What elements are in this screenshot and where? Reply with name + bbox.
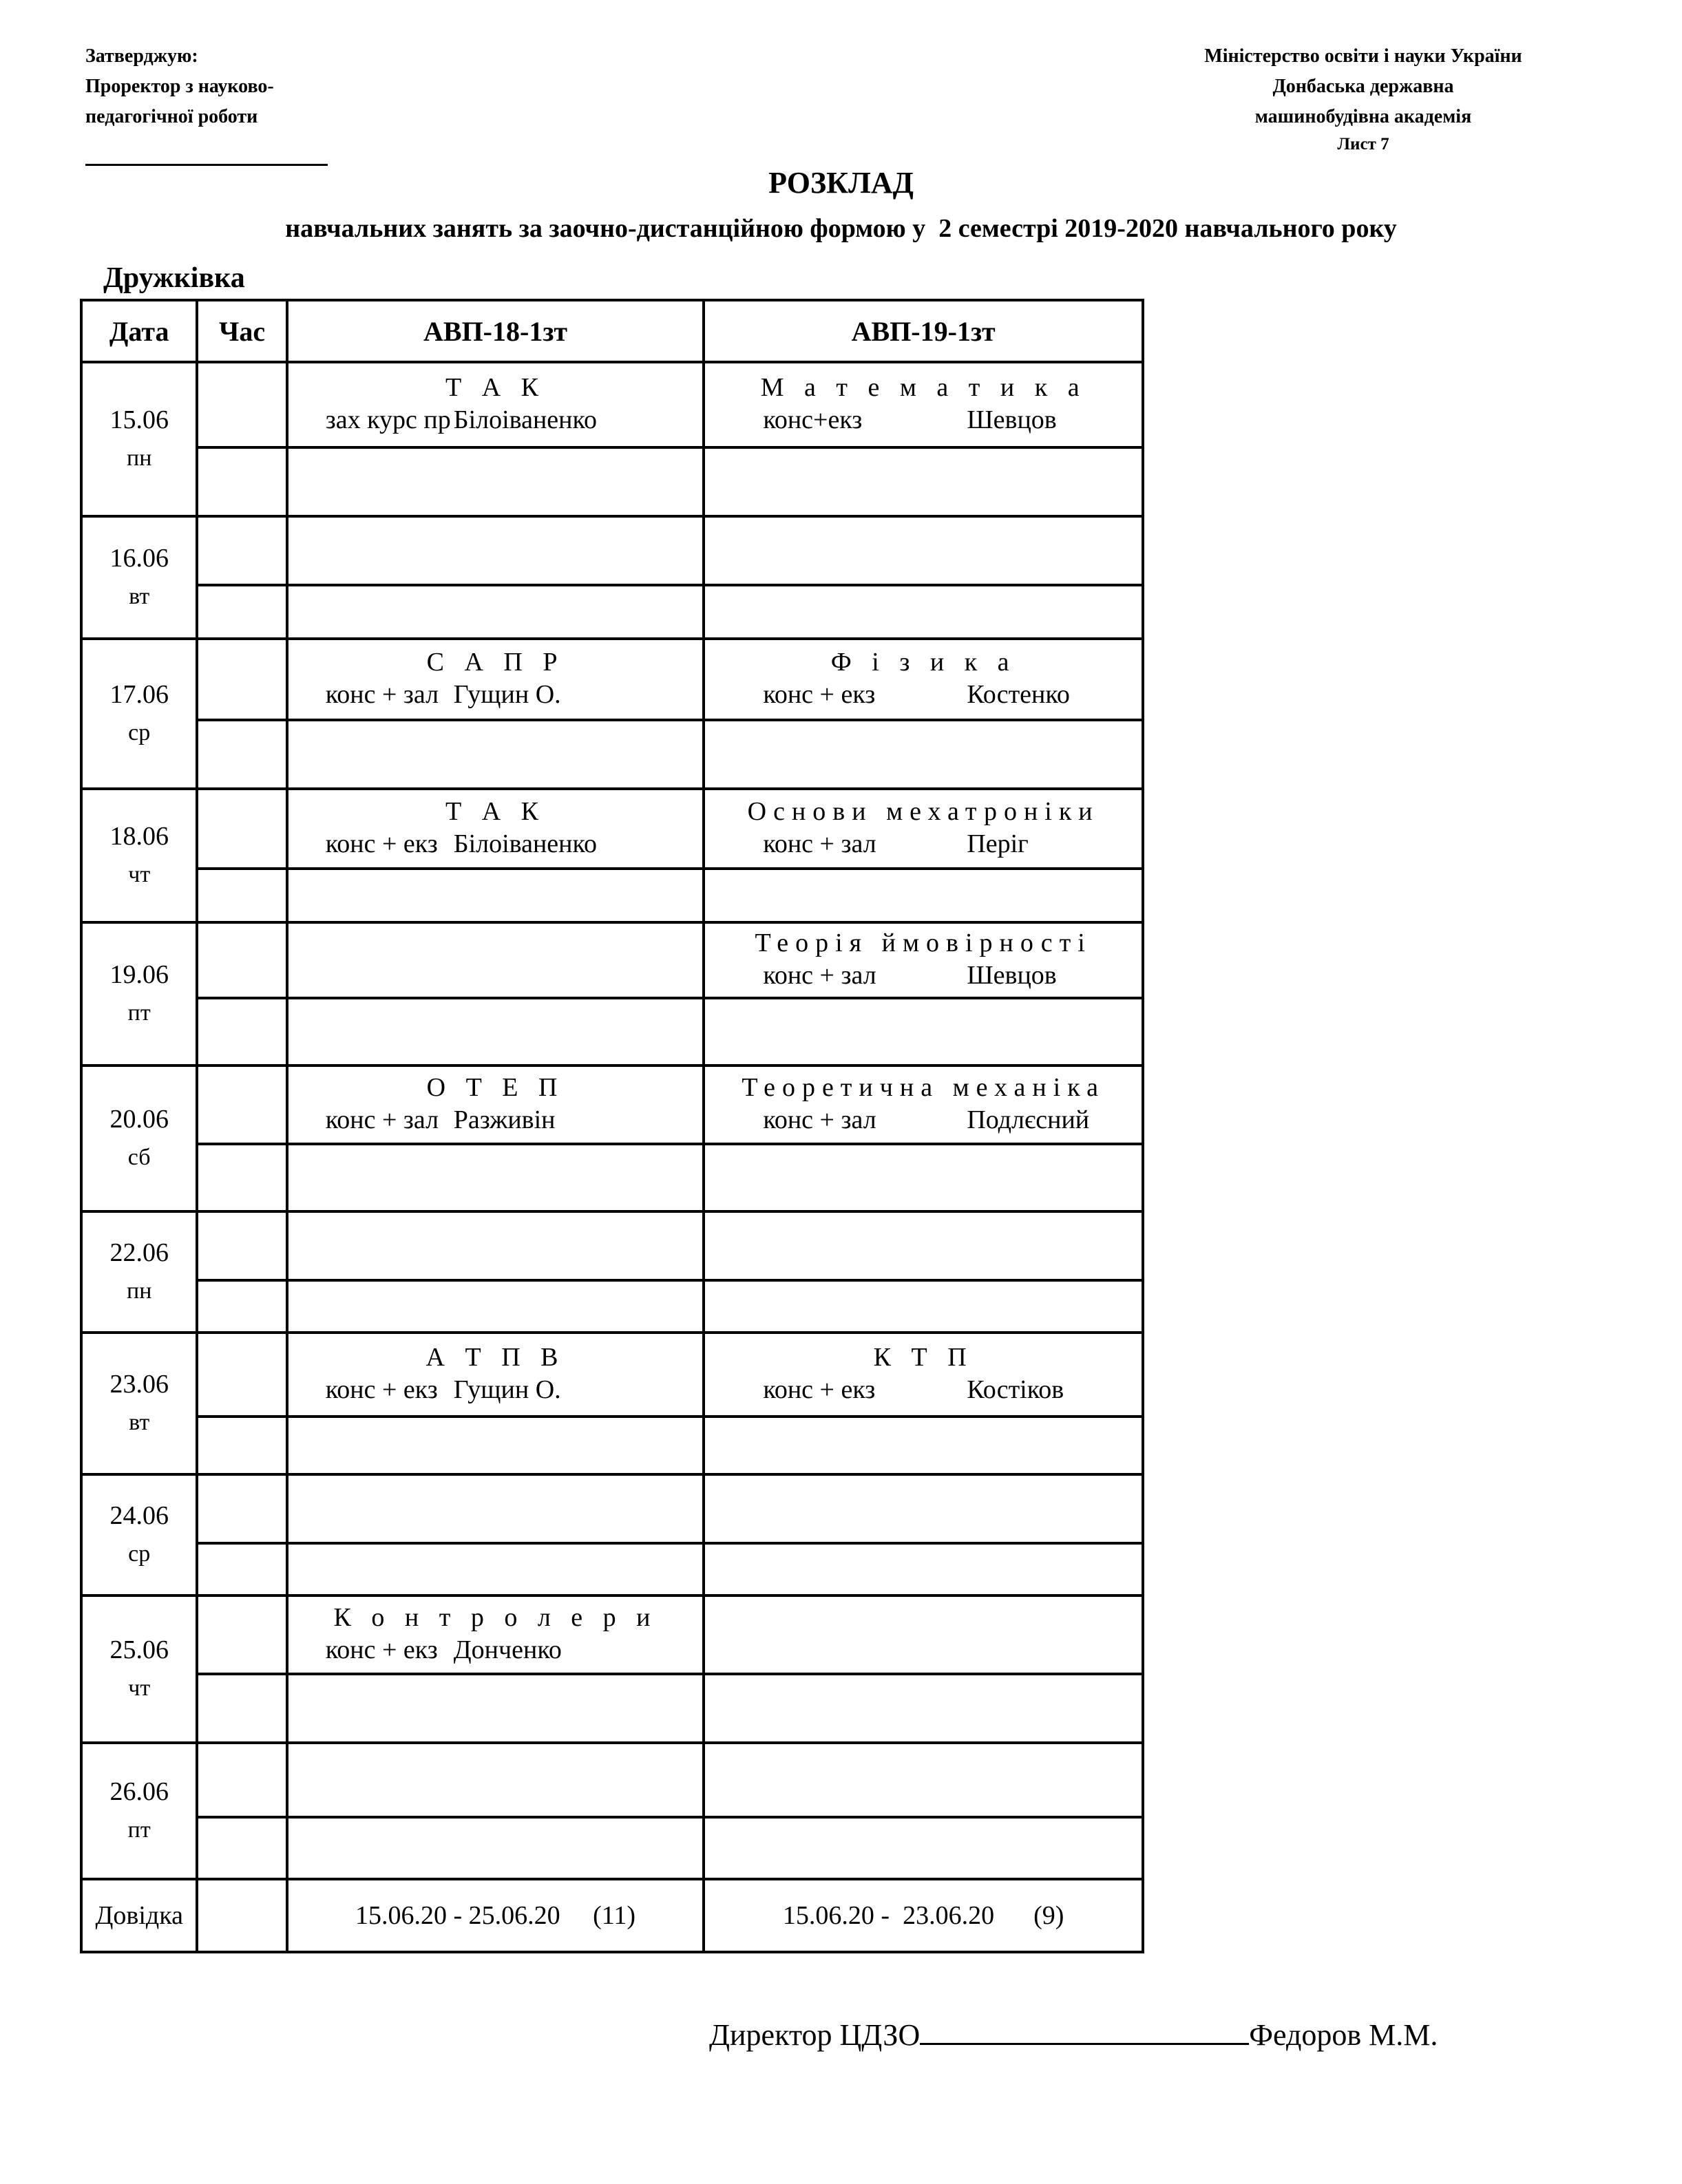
table-header-row (81, 300, 1143, 362)
header-group-1: АВП-18-1зт (287, 300, 704, 362)
lesson-cell-g2 (704, 1417, 1143, 1474)
lesson-type: зах курс пр (325, 405, 451, 434)
lesson-cell-g1 (287, 1817, 704, 1879)
lesson-cell-g1 (287, 998, 704, 1066)
table-row (81, 447, 1143, 516)
time-cell (197, 1543, 286, 1595)
teacher-name: Донченко (453, 1635, 562, 1664)
subject-name: Т А К (445, 797, 546, 826)
approve-line-1: Затверджую: (85, 45, 198, 67)
table-row (81, 1817, 1143, 1879)
lesson-details (705, 829, 1142, 863)
time-cell (197, 998, 286, 1066)
lesson-cell-g1 (287, 362, 704, 447)
date-value: 17.06 (109, 680, 169, 709)
date-value: 18.06 (109, 822, 169, 851)
teacher-name: Разживін (453, 1105, 556, 1134)
time-cell (197, 1817, 286, 1879)
lesson-cell-g1 (287, 1144, 704, 1211)
teacher-name: Костенко (967, 680, 1070, 709)
lesson-type: конс + екз (325, 1635, 438, 1664)
table-row (81, 1743, 1143, 1817)
lesson-type: конс + зал (325, 680, 439, 709)
header-date: Дата (81, 300, 197, 362)
sheet-number: Лист 7 (1337, 135, 1389, 153)
lesson-cell-g1 (287, 1543, 704, 1595)
lesson-cell-g1 (287, 447, 704, 516)
date-cell (81, 1211, 197, 1333)
teacher-name: Шевцов (967, 961, 1057, 990)
lesson-cell-g1 (287, 1417, 704, 1474)
lesson-cell-g2 (704, 1280, 1143, 1333)
teacher-name: Гущин О. (453, 680, 561, 709)
lesson-type: конс + зал (763, 961, 876, 990)
ministry-block (1102, 41, 1625, 132)
ministry-line-2: Донбаська державна (1272, 76, 1454, 97)
table-row (81, 362, 1143, 447)
weekday-value: сб (127, 1145, 151, 1170)
director-name: Федоров М.М. (1249, 2018, 1438, 2052)
table-row (81, 998, 1143, 1066)
ministry-line-3: машинобудівна академія (1254, 106, 1472, 127)
time-cell (197, 789, 286, 869)
lesson-cell-g2 (704, 447, 1143, 516)
subject-name: Теоретична механіка (742, 1073, 1105, 1102)
lesson-type: конс + екз (763, 680, 876, 709)
weekday-value: пт (127, 1817, 151, 1843)
lesson-cell-g1 (287, 720, 704, 789)
date-cell (81, 1066, 197, 1211)
date-value: 26.06 (109, 1777, 169, 1806)
lesson-type: конс + екз (763, 1375, 876, 1404)
city-label: Дружківка (103, 262, 245, 294)
director-signature (709, 2015, 1438, 2053)
approve-line-2: Проректор з науково- (85, 76, 274, 97)
table-row (81, 789, 1143, 869)
table-row (81, 1543, 1143, 1595)
table-row (81, 1211, 1143, 1280)
lesson-cell-g1 (287, 585, 704, 639)
approve-line-3: педагогічної роботи (85, 106, 258, 127)
time-cell (197, 1144, 286, 1211)
subject-name: Т А К (445, 373, 546, 402)
subject-name: О Т Е П (426, 1073, 565, 1102)
lesson-type: конс+екз (763, 405, 863, 434)
teacher-name: Білоіваненко (453, 405, 598, 434)
lesson-cell-g2 (704, 922, 1143, 998)
time-cell (197, 1474, 286, 1543)
lesson-cell-g2 (704, 1144, 1143, 1211)
lesson-cell-g1 (287, 1474, 704, 1543)
table-row (81, 639, 1143, 720)
page-title: РОЗКЛАД (768, 166, 914, 200)
lesson-cell-g1 (287, 516, 704, 585)
header-time: Час (197, 300, 286, 362)
lesson-cell-g2 (704, 1333, 1143, 1417)
time-cell (197, 1674, 286, 1743)
lesson-type: конс + зал (763, 829, 876, 858)
teacher-name: Гущин О. (453, 1375, 561, 1404)
table-row (81, 1595, 1143, 1674)
weekday-value: ср (128, 1541, 151, 1567)
lesson-cell-g1 (287, 922, 704, 998)
lesson-details (288, 1635, 703, 1669)
date-cell (81, 516, 197, 639)
table-row (81, 1333, 1143, 1417)
weekday-value: пт (127, 1000, 151, 1026)
table-row (81, 1066, 1143, 1144)
lesson-cell-g2 (704, 1817, 1143, 1879)
weekday-value: вт (129, 584, 150, 609)
date-value: 25.06 (109, 1635, 169, 1664)
time-cell (197, 1417, 286, 1474)
lesson-details (705, 1105, 1142, 1139)
lesson-cell-g1 (287, 1280, 704, 1333)
weekday-value: чт (128, 862, 151, 887)
lesson-type: конс + зал (763, 1105, 876, 1134)
lesson-cell-g1 (287, 869, 704, 922)
lesson-cell-g2 (704, 789, 1143, 869)
subject-name: А Т П В (425, 1343, 565, 1372)
subject-name: Основи мехатроніки (747, 797, 1100, 826)
date-cell (81, 922, 197, 1066)
lesson-cell-g1 (287, 639, 704, 720)
lesson-cell-g2 (704, 1674, 1143, 1743)
lesson-details (288, 1375, 703, 1409)
time-cell (197, 585, 286, 639)
reference-time (197, 1879, 286, 1952)
time-cell (197, 639, 286, 720)
date-value: 22.06 (109, 1238, 169, 1267)
weekday-value: вт (129, 1410, 150, 1435)
lesson-type: конс + екз (325, 829, 438, 858)
date-value: 19.06 (109, 960, 169, 989)
lesson-cell-g2 (704, 1595, 1143, 1674)
lesson-cell-g2 (704, 1743, 1143, 1817)
director-signature-line (920, 2015, 1249, 2045)
time-cell (197, 447, 286, 516)
lesson-cell-g2 (704, 1066, 1143, 1144)
director-label: Директор ЦДЗО (709, 2018, 921, 2052)
table-row (81, 1280, 1143, 1333)
lesson-details (705, 960, 1142, 995)
table-row (81, 922, 1143, 998)
schedule-table (80, 299, 1144, 1953)
time-cell (197, 720, 286, 789)
date-cell (81, 362, 197, 516)
lesson-cell-g2 (704, 1211, 1143, 1280)
time-cell (197, 1595, 286, 1674)
table-row (81, 1474, 1143, 1543)
subject-name: С А П Р (426, 648, 565, 677)
lesson-cell-g1 (287, 1211, 704, 1280)
lesson-cell-g2 (704, 1543, 1143, 1595)
table-row (81, 1144, 1143, 1211)
schedule-body (81, 362, 1143, 1879)
time-cell (197, 869, 286, 922)
lesson-cell-g1 (287, 789, 704, 869)
table-row (81, 1417, 1143, 1474)
date-cell (81, 639, 197, 789)
time-cell (197, 922, 286, 998)
header-group-2: АВП-19-1зт (704, 300, 1143, 362)
subject-name: Ф і з и к а (830, 648, 1016, 677)
date-value: 20.06 (109, 1105, 169, 1134)
lesson-cell-g2 (704, 1474, 1143, 1543)
reference-label: Довідка (81, 1879, 197, 1952)
date-value: 23.06 (109, 1370, 169, 1399)
lesson-cell-g2 (704, 639, 1143, 720)
ministry-line-1: Міністерство освіти і науки України (1204, 45, 1522, 67)
subject-name: М а т е м а т и к а (760, 373, 1086, 402)
reference-group-2: 15.06.20 - 23.06.20 (9) (704, 1879, 1143, 1952)
teacher-name: Костіков (967, 1375, 1064, 1404)
lesson-cell-g1 (287, 1333, 704, 1417)
date-value: 15.06 (109, 405, 169, 434)
date-cell (81, 1595, 197, 1743)
weekday-value: чт (128, 1675, 151, 1701)
table-row (81, 869, 1143, 922)
time-cell (197, 362, 286, 447)
lesson-cell-g1 (287, 1066, 704, 1144)
lesson-type: конс + зал (325, 1105, 439, 1134)
lesson-details (288, 405, 703, 439)
reference-row (81, 1879, 1143, 1952)
table-row (81, 585, 1143, 639)
date-cell (81, 789, 197, 922)
lesson-cell-g1 (287, 1674, 704, 1743)
lesson-cell-g2 (704, 720, 1143, 789)
time-cell (197, 1333, 286, 1417)
lesson-cell-g2 (704, 869, 1143, 922)
weekday-value: ср (128, 720, 151, 745)
table-row (81, 516, 1143, 585)
date-value: 16.06 (109, 544, 169, 573)
lesson-cell-g1 (287, 1595, 704, 1674)
lesson-details (705, 1375, 1142, 1409)
date-cell (81, 1474, 197, 1595)
lesson-type: конс + екз (325, 1375, 438, 1404)
reference-group-1: 15.06.20 - 25.06.20 (11) (287, 1879, 704, 1952)
lesson-cell-g2 (704, 516, 1143, 585)
date-cell (81, 1333, 197, 1474)
lesson-details (705, 679, 1142, 714)
page-subtitle: навчальних занять за заочно-дистанційною формою у 2 семестрі 2019-2020 навчального року (285, 214, 1397, 243)
subject-name: К Т П (873, 1343, 974, 1372)
teacher-name: Білоіваненко (453, 829, 598, 858)
teacher-name: Подлєсний (967, 1105, 1090, 1134)
date-value: 24.06 (109, 1501, 169, 1530)
lesson-details (705, 405, 1142, 439)
lesson-cell-g2 (704, 585, 1143, 639)
lesson-cell-g1 (287, 1743, 704, 1817)
table-row (81, 1674, 1143, 1743)
time-cell (197, 1743, 286, 1817)
lesson-details (288, 829, 703, 863)
subject-name: Теорія ймовірності (755, 929, 1092, 957)
time-cell (197, 516, 286, 585)
lesson-details (288, 1105, 703, 1139)
subject-name: К о н т р о л е р и (333, 1603, 658, 1632)
weekday-value: пн (127, 1278, 152, 1304)
time-cell (197, 1280, 286, 1333)
weekday-value: пн (127, 445, 152, 471)
lesson-cell-g2 (704, 998, 1143, 1066)
teacher-name: Періг (967, 829, 1029, 858)
time-cell (197, 1211, 286, 1280)
date-cell (81, 1743, 197, 1879)
time-cell (197, 1066, 286, 1144)
lesson-cell-g2 (704, 362, 1143, 447)
teacher-name: Шевцов (967, 405, 1057, 434)
table-row (81, 720, 1143, 789)
lesson-details (288, 679, 703, 714)
approval-block (85, 41, 274, 132)
